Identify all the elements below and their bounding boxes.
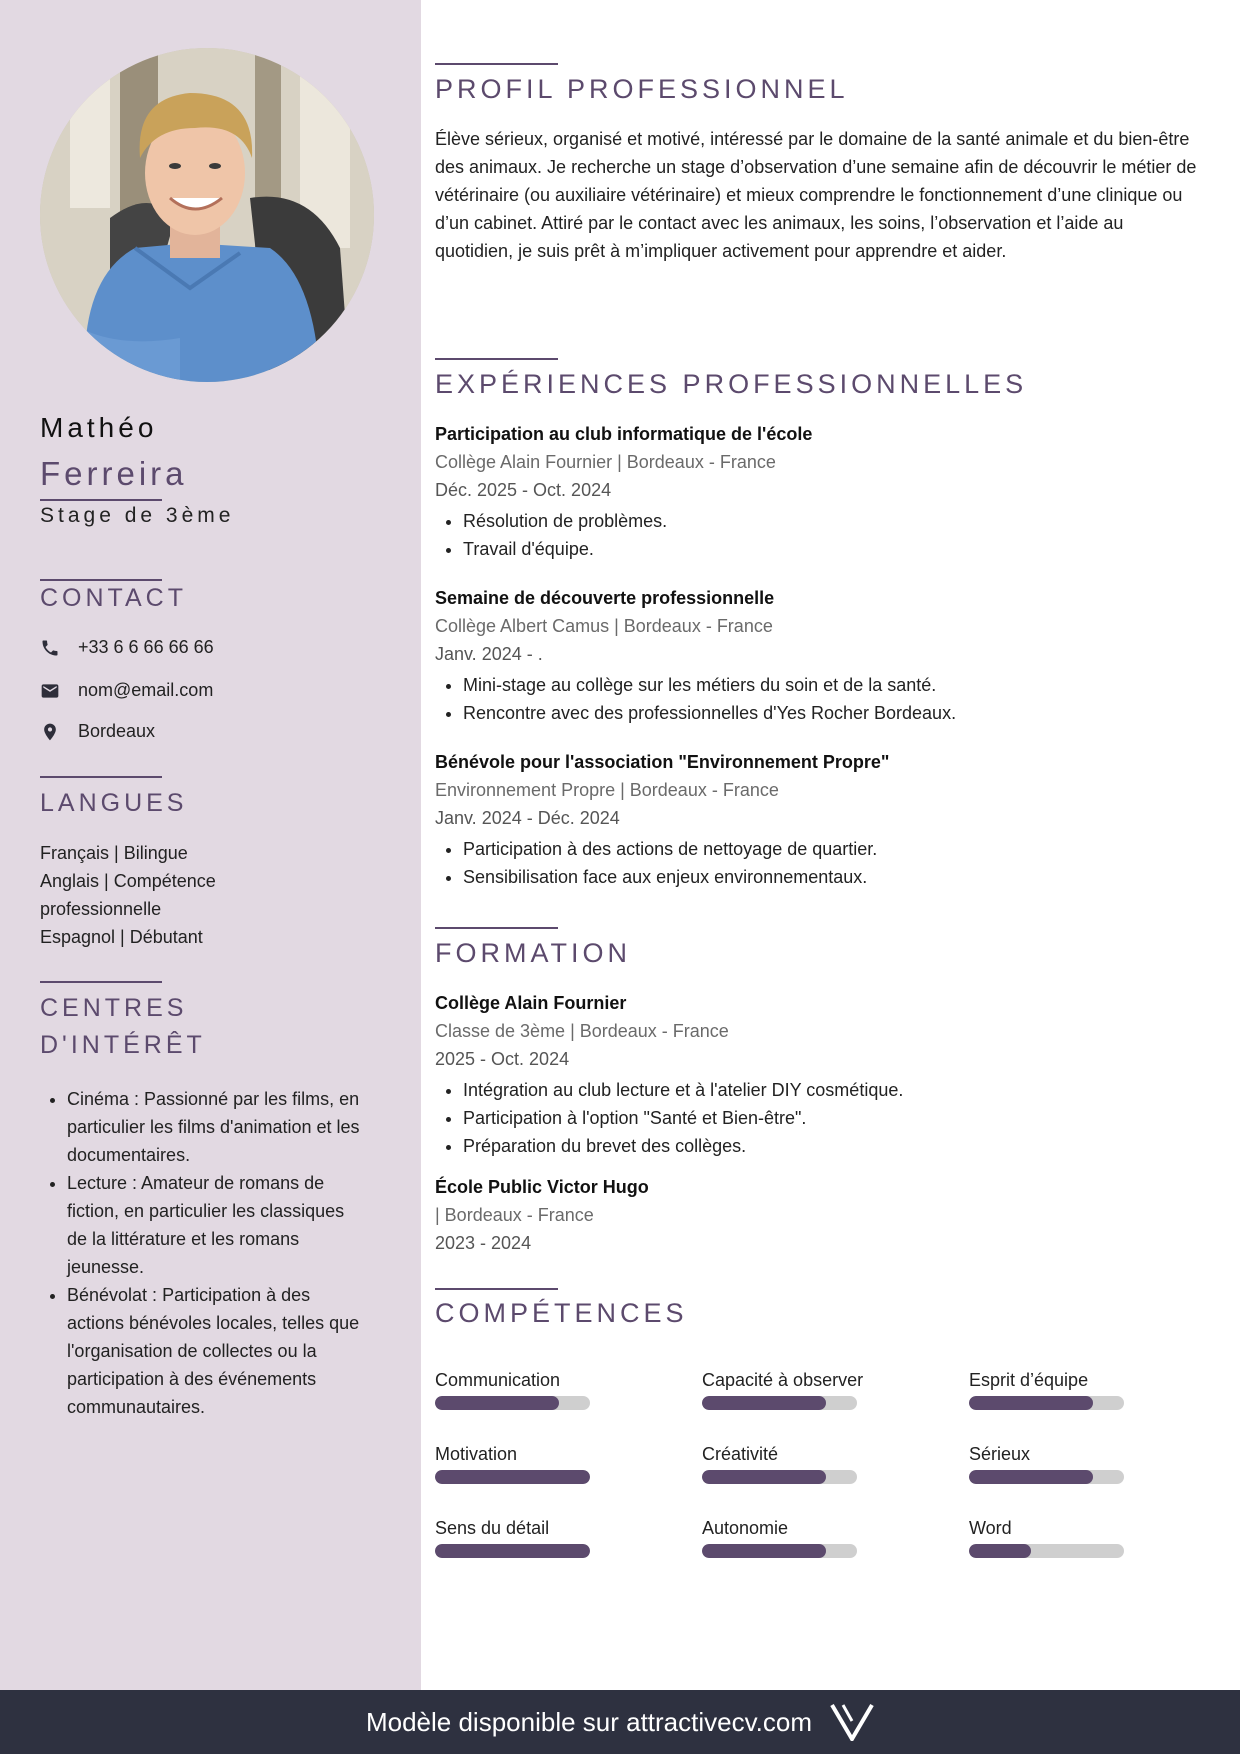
- entry-date: Déc. 2025 - Oct. 2024: [435, 480, 612, 500]
- sidebar: [0, 0, 421, 1690]
- attractivecv-logo-icon: [830, 1703, 874, 1741]
- contact-email: [40, 680, 213, 701]
- languages-divider: [40, 776, 162, 778]
- email-icon: [40, 681, 60, 701]
- skill-level-bar: [969, 1470, 1124, 1484]
- language-item: Français | Bilingue: [40, 843, 188, 863]
- languages-heading: LANGUES: [40, 789, 188, 817]
- skill-item: [702, 1368, 902, 1410]
- entry-date: 2023 - 2024: [435, 1233, 532, 1253]
- skill-item: [969, 1516, 1169, 1558]
- skill-level-fill: [435, 1396, 559, 1410]
- bullet-item: • Sensibilisation face aux enjeux environnementaux.: [463, 863, 1205, 891]
- skill-label: Autonomie: [702, 1518, 789, 1538]
- skill-level-fill: [435, 1544, 590, 1558]
- languages-list: [40, 839, 330, 951]
- bullet-item: • Préparation du brevet des collèges.: [463, 1132, 1205, 1160]
- profile-heading: PROFIL PROFESSIONNEL: [435, 74, 849, 104]
- skill-level-fill: [435, 1470, 590, 1484]
- bullet-item: • Mini-stage au collège sur les métiers du soin et de la santé.: [463, 671, 1205, 699]
- education-entry: [435, 1173, 1205, 1257]
- skill-item: [702, 1516, 902, 1558]
- entry-title: Participation au club informatique de l'école: [435, 424, 813, 444]
- skill-level-bar: [702, 1396, 857, 1410]
- entry-title: École Public Victor Hugo: [435, 1177, 649, 1197]
- entry-date: 2025 - Oct. 2024: [435, 1049, 570, 1069]
- skill-item: [435, 1368, 635, 1410]
- skill-label: Communication: [435, 1370, 561, 1390]
- interests-divider: [40, 981, 162, 983]
- skill-item: [435, 1516, 635, 1558]
- skill-label: Créativité: [702, 1444, 779, 1464]
- skill-item: [702, 1442, 902, 1484]
- skills-heading: COMPÉTENCES: [435, 1298, 688, 1328]
- entry-bullets: [435, 835, 1205, 891]
- first-name: Mathéo: [40, 412, 158, 443]
- education-heading: FORMATION: [435, 938, 631, 968]
- entry-date: Janv. 2024 - .: [435, 644, 543, 664]
- skill-level-fill: [969, 1544, 1031, 1558]
- entry-title: Bénévole pour l'association "Environnement Propre": [435, 752, 890, 772]
- bullet-item: • Participation à l'option "Santé et Bien-être".: [463, 1104, 1205, 1132]
- interests-list: [40, 1085, 360, 1421]
- footer-banner[interactable]: [0, 1690, 1240, 1754]
- skill-item: [969, 1368, 1169, 1410]
- contact-phone: [40, 637, 214, 658]
- entry-bullets: [435, 507, 1205, 563]
- skill-label: Sens du détail: [435, 1518, 550, 1538]
- location-text: Bordeaux: [78, 721, 156, 741]
- phone-text: +33 6 6 66 66 66: [78, 637, 214, 657]
- bullet-item: • Travail d'équipe.: [463, 535, 1205, 563]
- skill-label: Capacité à observer: [702, 1370, 864, 1390]
- skill-label: Motivation: [435, 1444, 518, 1464]
- education-divider: [435, 927, 558, 929]
- bullet-item: • Résolution de problèmes.: [463, 507, 1205, 535]
- contact-heading: CONTACT: [40, 584, 187, 612]
- bullet-item: • Rencontre avec des professionnelles d'Yes Rocher Bordeaux.: [463, 699, 1205, 727]
- profile-text: Élève sérieux, organisé et motivé, intéressé par le domaine de la santé animale et du bien-être des animaux. Je recherche un stage d’observation d’une semaine afin de découvrir le métier de vétérinaire (ou auxiliaire vétérinaire) et mieux comprendre le fonctionnement d’une clinique ou d’un cabinet. Attiré par le contact avec les animaux, les soins, l’observation et l’aide au quotidien, je suis prêt à m’impliquer activement pour apprendre et aider.: [435, 129, 1197, 261]
- job-title: Stage de 3ème: [40, 504, 235, 527]
- skill-item: [969, 1442, 1169, 1484]
- skill-level-bar: [702, 1544, 857, 1558]
- entry-bullets: [435, 671, 1205, 727]
- skill-level-bar: [435, 1544, 590, 1558]
- entry-date: Janv. 2024 - Déc. 2024: [435, 808, 620, 828]
- skill-label: Esprit d’équipe: [969, 1370, 1089, 1390]
- experience-entry: [435, 584, 1205, 727]
- skill-label: Word: [969, 1518, 1012, 1538]
- skill-level-bar: [435, 1470, 590, 1484]
- education-entry: [435, 989, 1205, 1160]
- skill-level-fill: [702, 1396, 826, 1410]
- skill-level-fill: [969, 1470, 1093, 1484]
- skill-level-bar: [435, 1396, 590, 1410]
- last-name: Ferreira: [40, 455, 188, 492]
- profile-divider: [435, 63, 558, 65]
- skill-label: Sérieux: [969, 1444, 1031, 1464]
- interests-heading: CENTRES D'INTÉRÊT: [40, 994, 206, 1059]
- experience-divider: [435, 358, 558, 360]
- profile-photo: [40, 48, 374, 382]
- footer-text: Modèle disponible sur attractivecv.com: [365, 1706, 813, 1737]
- bullet-item: • Participation à des actions de nettoyage de quartier.: [463, 835, 1205, 863]
- language-item: Espagnol | Débutant: [40, 927, 203, 947]
- skills-divider: [435, 1288, 558, 1290]
- experience-entry: [435, 748, 1205, 891]
- skill-level-fill: [702, 1544, 826, 1558]
- skill-level-bar: [702, 1470, 857, 1484]
- entry-bullets: [435, 1076, 1205, 1160]
- skill-level-bar: [969, 1396, 1124, 1410]
- experience-heading: EXPÉRIENCES PROFESSIONNELLES: [435, 369, 1028, 399]
- interest-item: • Lecture : Amateur de romans de fiction, en particulier les classiques de la littérature et les romans jeunesse.: [67, 1169, 360, 1281]
- skill-item: [435, 1442, 635, 1484]
- bullet-item: • Intégration au club lecture et à l'atelier DIY cosmétique.: [463, 1076, 1205, 1104]
- location-pin-icon: [40, 722, 60, 742]
- entry-organization: Environnement Propre | Bordeaux - France: [435, 780, 779, 800]
- entry-organization: Classe de 3ème | Bordeaux - France: [435, 1021, 729, 1041]
- contact-location: [40, 721, 155, 742]
- entry-title: Semaine de découverte professionnelle: [435, 588, 775, 608]
- phone-icon: [40, 638, 60, 658]
- entry-organization: Collège Albert Camus | Bordeaux - France: [435, 616, 773, 636]
- interest-item: • Cinéma : Passionné par les films, en particulier les films d'animation et les documentaires.: [67, 1085, 360, 1169]
- skill-level-fill: [702, 1470, 826, 1484]
- skill-level-bar: [969, 1544, 1124, 1558]
- experience-entry: [435, 420, 1205, 563]
- interest-item: • Bénévolat : Participation à des actions bénévoles locales, telles que l'organisation de collectes ou la participation à des événements communautaires.: [67, 1281, 360, 1421]
- entry-organization: Collège Alain Fournier | Bordeaux - France: [435, 452, 776, 472]
- entry-organization: | Bordeaux - France: [435, 1205, 594, 1225]
- email-text: nom@email.com: [78, 680, 214, 700]
- name-divider: [40, 499, 162, 501]
- language-item: Anglais | Compétence professionnelle: [40, 871, 216, 919]
- entry-title: Collège Alain Fournier: [435, 993, 627, 1013]
- skill-level-fill: [969, 1396, 1093, 1410]
